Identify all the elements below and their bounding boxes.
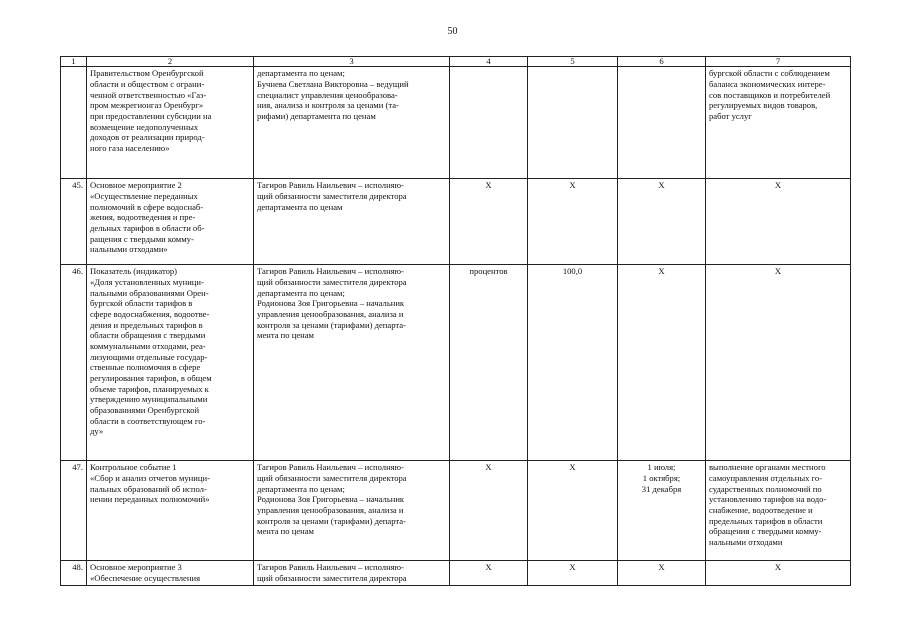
- column-header: 5: [528, 57, 618, 67]
- row-number: 48.: [61, 561, 87, 585]
- table-row: [61, 561, 851, 585]
- row-deadline: [618, 67, 706, 179]
- row-responsible: Тагиров Равиль Наильевич – исполняю- щий обязанности заместителя директора департамента по ценам; Родионова Зоя Григорьевна – начальник управления ценообразования, анализа и контроля за ценами (тарифами) департа- мента по ценам: [254, 461, 450, 561]
- column-header: 2: [87, 57, 254, 67]
- row-value: 100,0: [528, 265, 618, 461]
- row-unit: процентов: [450, 265, 528, 461]
- page-number: 50: [447, 26, 458, 37]
- table-row: [61, 461, 851, 561]
- row-responsible: Тагиров Равиль Наильевич – исполняю- щий обязанности заместителя директора: [254, 561, 450, 585]
- row-result: Х: [706, 179, 851, 265]
- row-responsible: департамента по ценам; Бучнева Светлана Викторовна – ведущий специалист управления ценообразова- ния, анализа и контроля за ценами (та- рифами) департамента по ценам: [254, 67, 450, 179]
- row-name: Основное мероприятие 3 «Обеспечение осуществления: [87, 561, 254, 585]
- row-unit: [450, 67, 528, 179]
- table-row: [61, 265, 851, 461]
- row-number: [61, 67, 87, 179]
- row-result: Х: [706, 265, 851, 461]
- table-row: [61, 179, 851, 265]
- row-unit: Х: [450, 179, 528, 265]
- plan-table: [60, 56, 851, 586]
- row-name: Контрольное событие 1 «Сбор и анализ отчетов муници- пальных образований об испол- нении переданных полномочий»: [87, 461, 254, 561]
- row-responsible: Тагиров Равиль Наильевич – исполняю- щий обязанности заместителя директора департамента по ценам; Родионова Зоя Григорьевна – начальник управления ценообразования, анализа и контроля за ценами (тарифами) департа- мента по ценам: [254, 265, 450, 461]
- row-unit: Х: [450, 461, 528, 561]
- row-deadline: Х: [618, 561, 706, 585]
- table-header-row: [61, 57, 851, 67]
- row-responsible: Тагиров Равиль Наильевич – исполняю- щий обязанности заместителя директора департамента по ценам: [254, 179, 450, 265]
- table-row: [61, 67, 851, 179]
- row-unit: Х: [450, 561, 528, 585]
- row-number: 46.: [61, 265, 87, 461]
- row-deadline: 1 июля; 1 октября; 31 декабря: [618, 461, 706, 561]
- column-header: 4: [450, 57, 528, 67]
- column-header: 1: [61, 57, 87, 67]
- row-result: выполнение органами местного самоуправления отдельных го- сударственных полномочий по установлению тарифов на водо- снабжение, водоотведение и предельных тарифов в области обращения с твердыми комму- нальными отходами: [706, 461, 851, 561]
- row-name: Основное мероприятие 2 «Осуществление переданных полномочий в сфере водоснаб- жения, водоотведения и пре- дельных тарифов в области об- ращения с твердыми комму- нальными отходами»: [87, 179, 254, 265]
- row-deadline: Х: [618, 179, 706, 265]
- row-value: Х: [528, 461, 618, 561]
- row-deadline: Х: [618, 265, 706, 461]
- row-name: Показатель (индикатор) «Доля установленных муници- пальными образованиями Орен- бургской области тарифов в сфере водоснабжения, водоотве- дения и предельных тарифов в области обращения с твердыми коммунальными отходами, реа- лизующими отдельные государ- ственные полномочия в сфере регулирования тарифов, в общем объеме тарифов, планируемых к утверждению муниципальными образованиями Оренбургской области в соответствующем го- ду»: [87, 265, 254, 461]
- row-value: Х: [528, 179, 618, 265]
- row-value: Х: [528, 561, 618, 585]
- row-number: 45.: [61, 179, 87, 265]
- row-result: бургской области с соблюдением баланса экономических интере- сов поставщиков и потребителей регулируемых видов товаров, работ услуг: [706, 67, 851, 179]
- row-number: 47.: [61, 461, 87, 561]
- row-name: Правительством Оренбургской области и обществом с ограни- ченной ответственностью «Газ- пром межрегионгаз Оренбург» при предоставлении субсидии на возмещение недополученных доходов от реализации природ- ного газа населению»: [87, 67, 254, 179]
- column-header: 7: [706, 57, 851, 67]
- row-value: [528, 67, 618, 179]
- row-result: Х: [706, 561, 851, 585]
- column-header: 3: [254, 57, 450, 67]
- column-header: 6: [618, 57, 706, 67]
